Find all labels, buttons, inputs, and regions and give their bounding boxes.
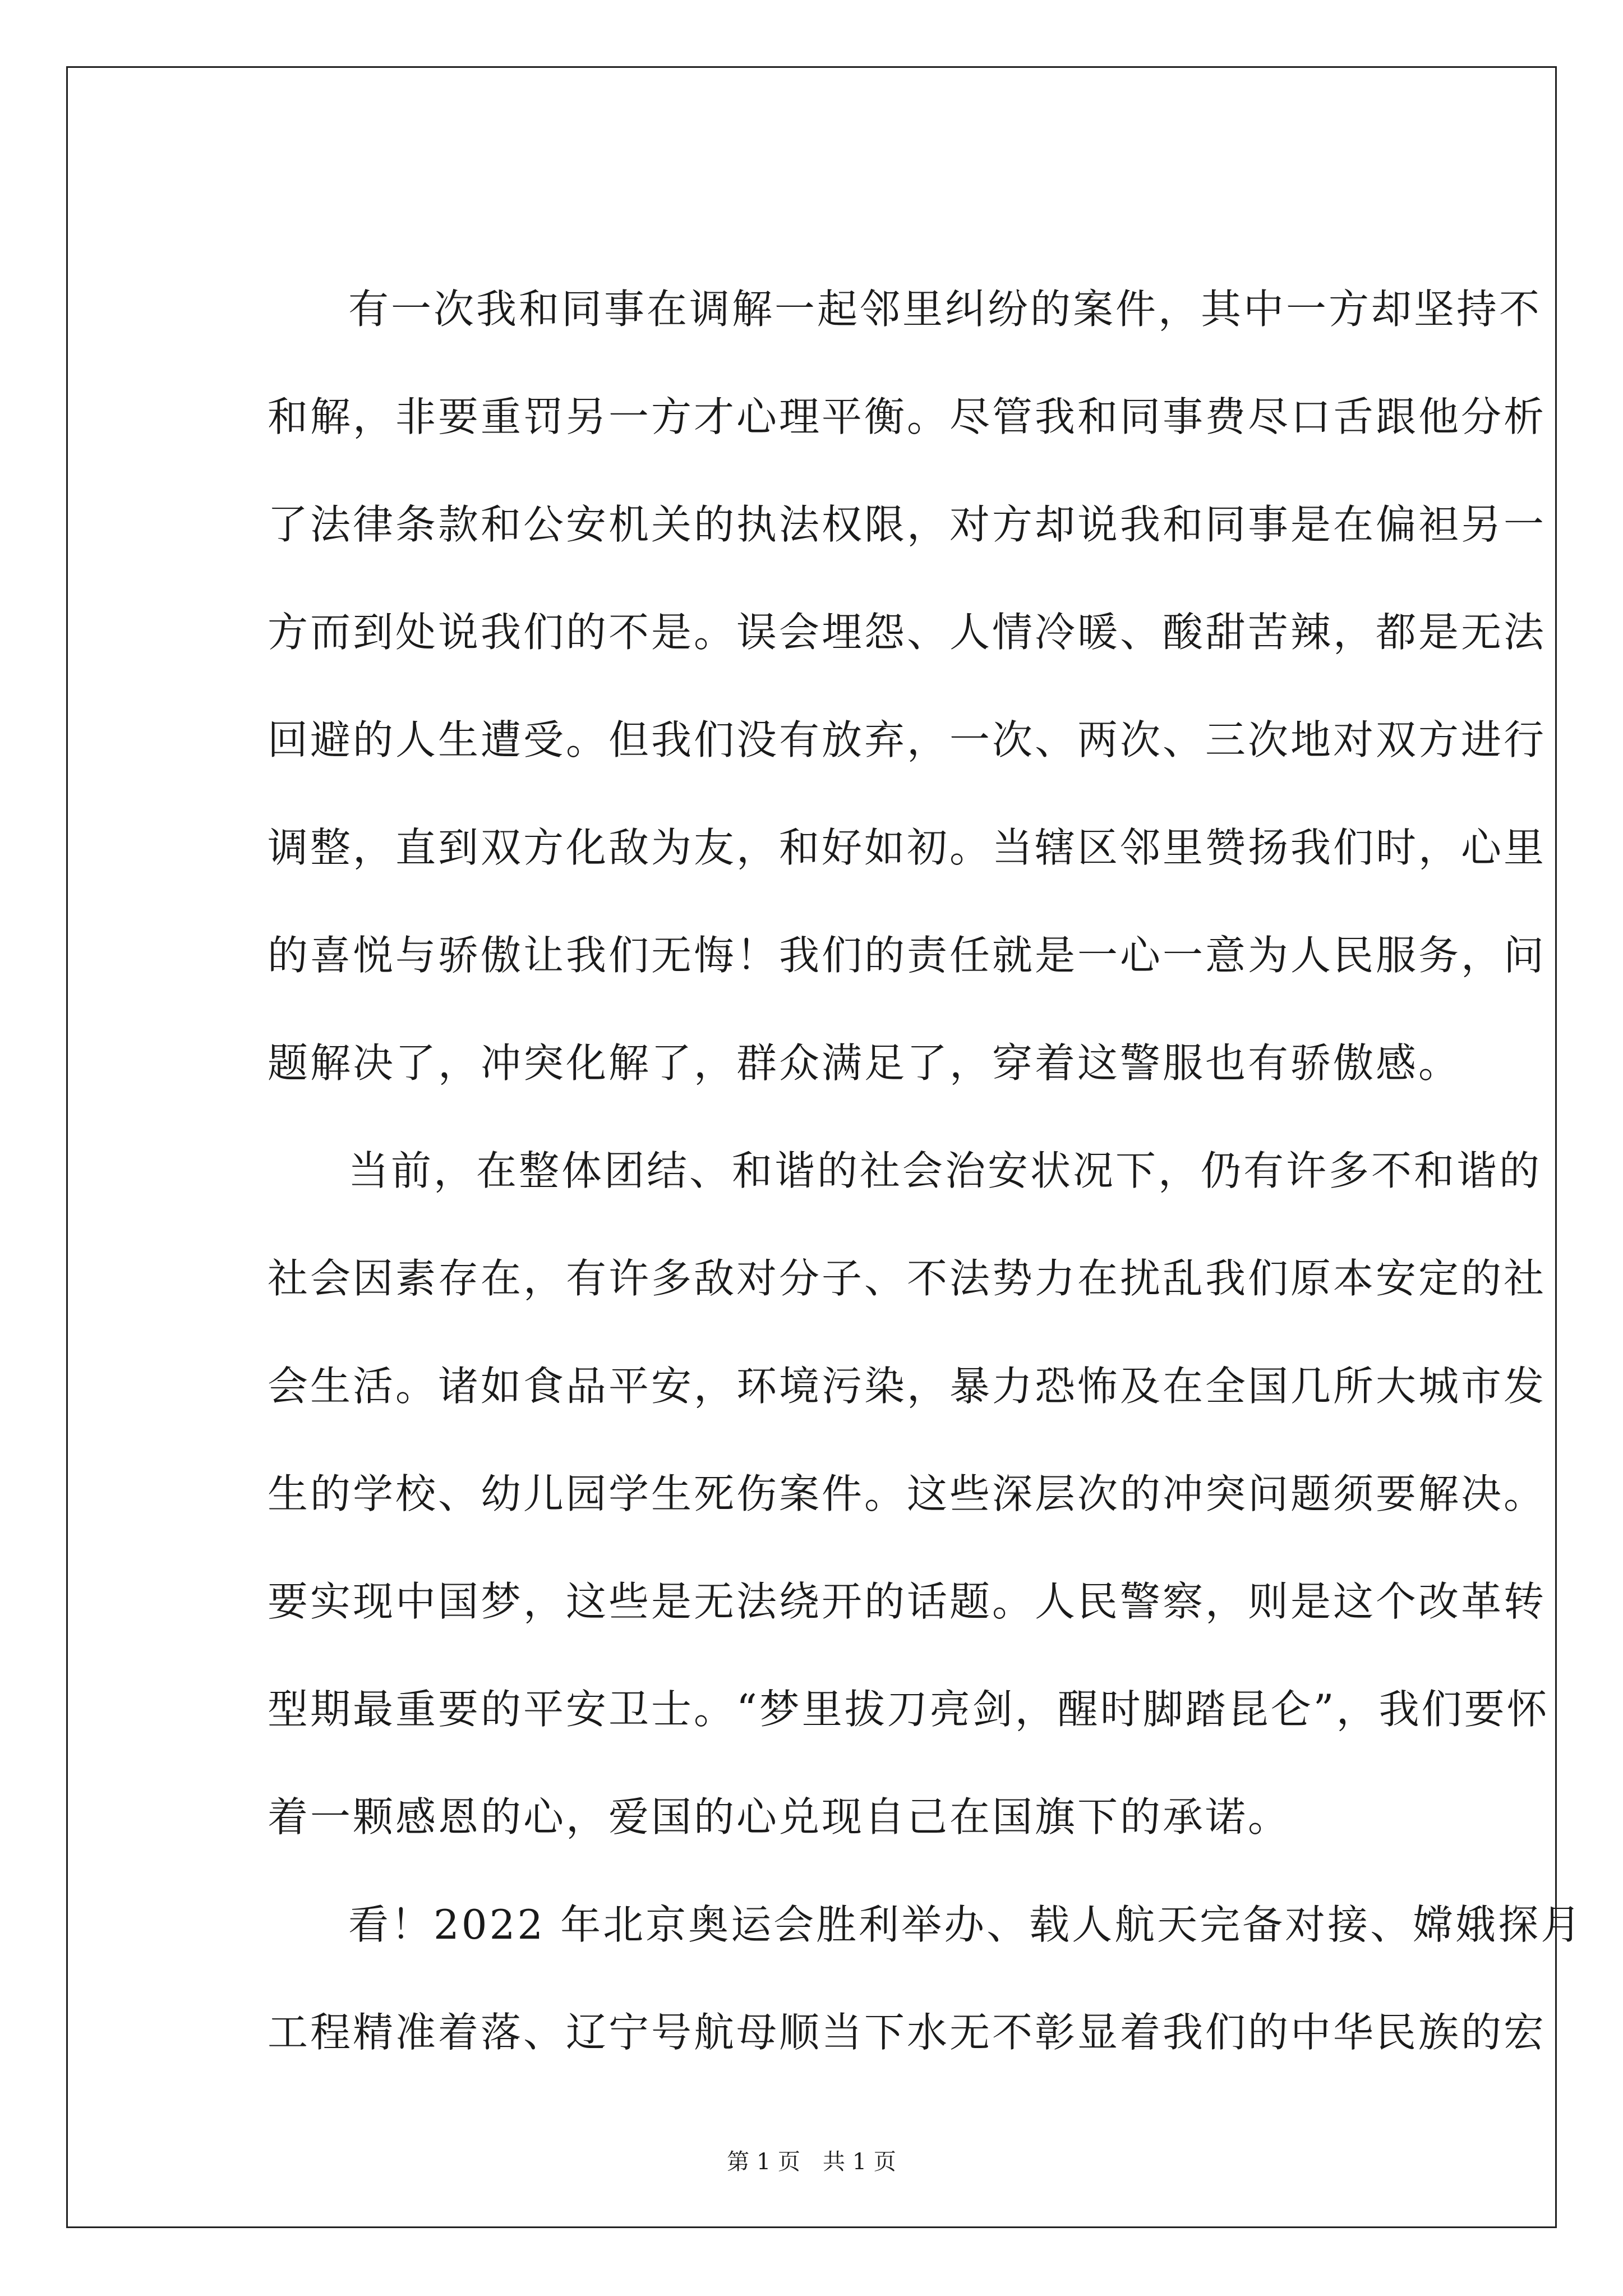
paragraph-line: 和解，非要重罚另一方才心理平衡。尽管我和同事费尽口舌跟他分析 xyxy=(268,393,1547,440)
paragraph-line: 有一次我和同事在调解一起邻里纠纷的案件，其中一方却坚持不 xyxy=(348,286,1542,333)
paragraph-line: 的喜悦与骄傲让我们无悔！我们的责任就是一心一意为人民服务，问 xyxy=(268,932,1547,979)
paragraph-line: 方而到处说我们的不是。误会埋怨、人情冷暖、酸甜苦辣，都是无法 xyxy=(268,609,1547,656)
paragraph-line: 了法律条款和公安机关的执法权限，对方却说我和同事是在偏袒另一 xyxy=(268,501,1547,548)
paragraph-line: 要实现中国梦，这些是无法绕开的话题。人民警察，则是这个改革转 xyxy=(268,1578,1547,1625)
paragraph-line: 会生活。诸如食品平安，环境污染，暴力恐怖及在全国几所大城市发 xyxy=(268,1363,1547,1410)
paragraph-line: 着一颗感恩的心，爱国的心兑现自己在国旗下的承诺。 xyxy=(268,1793,1291,1841)
paragraph-line: 回避的人生遭受。但我们没有放弃，一次、两次、三次地对双方进行 xyxy=(268,716,1547,763)
page-footer: 第 1 页 共 1 页 xyxy=(727,2149,896,2175)
paragraph-line: 调整，直到双方化敌为友，和好如初。当辖区邻里赞扬我们时，心里 xyxy=(268,824,1547,871)
page-border xyxy=(66,66,1584,2228)
document-body xyxy=(268,281,1584,2112)
paragraph-line: 看！2022 年北京奥运会胜利举办、载人航天完备对接、嫦娥探月 xyxy=(348,1901,1584,1948)
paragraph-line: 当前，在整体团结、和谐的社会治安状况下，仍有许多不和谐的 xyxy=(348,1147,1542,1194)
paragraph-line: 社会因素存在，有许多敌对分子、不法势力在扰乱我们原本安定的社 xyxy=(268,1255,1547,1302)
paragraph-line: 题解决了，冲突化解了，群众满足了，穿着这警服也有骄傲感。 xyxy=(268,1039,1461,1087)
paragraph-line: 工程精准着落、辽宁号航母顺当下水无不彰显着我们的中华民族的宏 xyxy=(268,2009,1547,2056)
paragraph-line: 型期最重要的平安卫士。“梦里拔刀亮剑，醒时脚踏昆仑”，我们要怀 xyxy=(268,1686,1550,1733)
paragraph-line: 生的学校、幼儿园学生死伤案件。这些深层次的冲突问题须要解决。 xyxy=(268,1470,1547,1517)
